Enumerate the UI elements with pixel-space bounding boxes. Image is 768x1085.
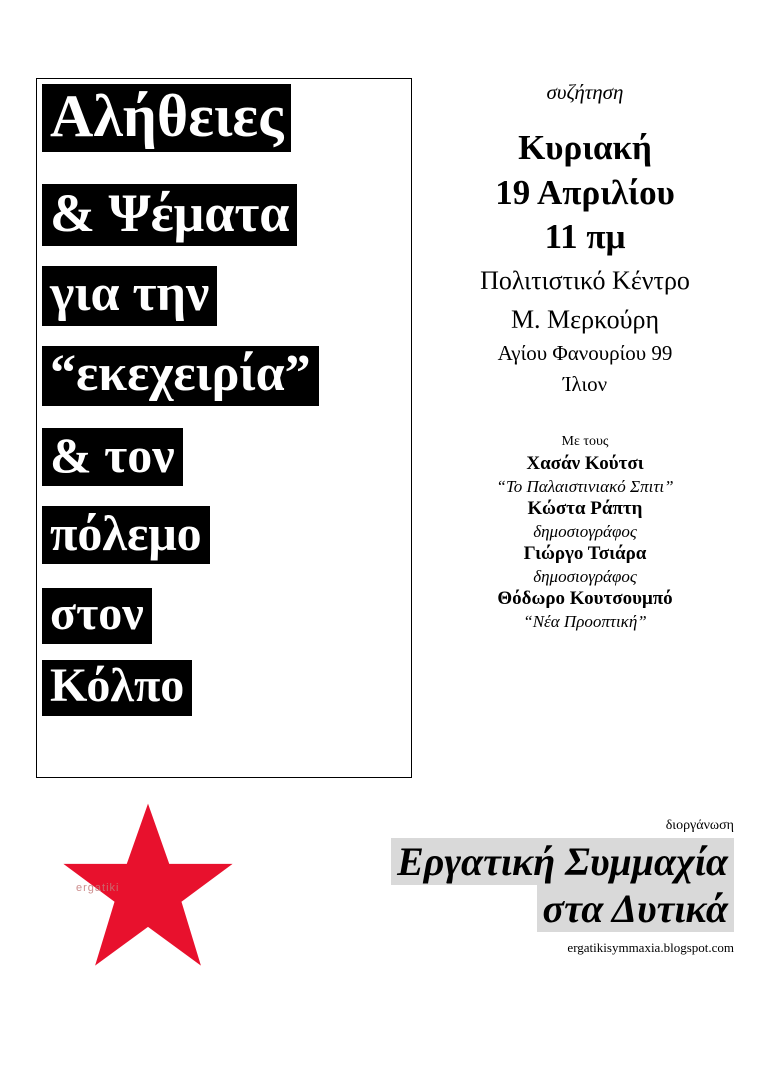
speaker-role: “Νέα Προοπτική” bbox=[523, 611, 647, 631]
organiser-block bbox=[234, 818, 734, 956]
event-date-line-1: Κυριακή bbox=[518, 128, 652, 167]
speaker-name: Γιώργο Τσιάρα bbox=[523, 542, 647, 564]
headline-line-4: “εκεχειρία” bbox=[42, 346, 319, 406]
organiser-kicker: διοργάνωση bbox=[665, 818, 734, 833]
speaker-role: “Το Παλαιστινιακό Σπιτι” bbox=[496, 476, 674, 496]
speakers-intro: Με τους bbox=[561, 433, 609, 449]
organiser-line-2: στα Δυτικά bbox=[537, 885, 735, 932]
headline-line-6: πόλεμο bbox=[42, 506, 210, 564]
speaker-role: δημοσιογράφος bbox=[533, 521, 637, 541]
event-details bbox=[430, 80, 740, 632]
event-kicker: συζήτηση bbox=[546, 80, 624, 104]
event-address-line-1: Αγίου Φανουρίου 99 bbox=[497, 341, 673, 366]
red-star bbox=[58, 800, 248, 980]
speaker-name: Θόδωρο Κουτσουμπό bbox=[497, 587, 673, 609]
headline-line-5: & τον bbox=[42, 428, 183, 486]
poster-headline bbox=[38, 80, 418, 780]
speaker-role: δημοσιογράφος bbox=[533, 566, 637, 586]
headline-line-8: Κόλπο bbox=[42, 660, 192, 716]
event-address-line-2: Ίλιον bbox=[562, 371, 608, 396]
event-time: 11 πμ bbox=[544, 217, 626, 257]
star-watermark: ergatiki bbox=[76, 882, 120, 894]
headline-line-3: για την bbox=[42, 266, 217, 326]
headline-line-2: & Ψέματα bbox=[42, 184, 297, 246]
speaker-name: Χασάν Κούτσι bbox=[526, 452, 644, 474]
organiser-url[interactable]: ergatikisymmaxia.blogspot.com bbox=[567, 940, 734, 956]
headline-line-7: στον bbox=[42, 588, 152, 644]
organiser-line-1: Εργατική Συμμαχία bbox=[391, 838, 734, 885]
speaker-name: Κώστα Ράπτη bbox=[527, 497, 643, 519]
event-venue-line-2: Μ. Μερκούρη bbox=[510, 304, 660, 334]
event-venue-line-1: Πολιτιστικό Κέντρο bbox=[480, 266, 690, 296]
headline-line-1: Αλήθειες bbox=[42, 84, 291, 152]
speakers-list bbox=[430, 434, 740, 632]
event-date-line-2: 19 Απριλίου bbox=[495, 172, 675, 212]
